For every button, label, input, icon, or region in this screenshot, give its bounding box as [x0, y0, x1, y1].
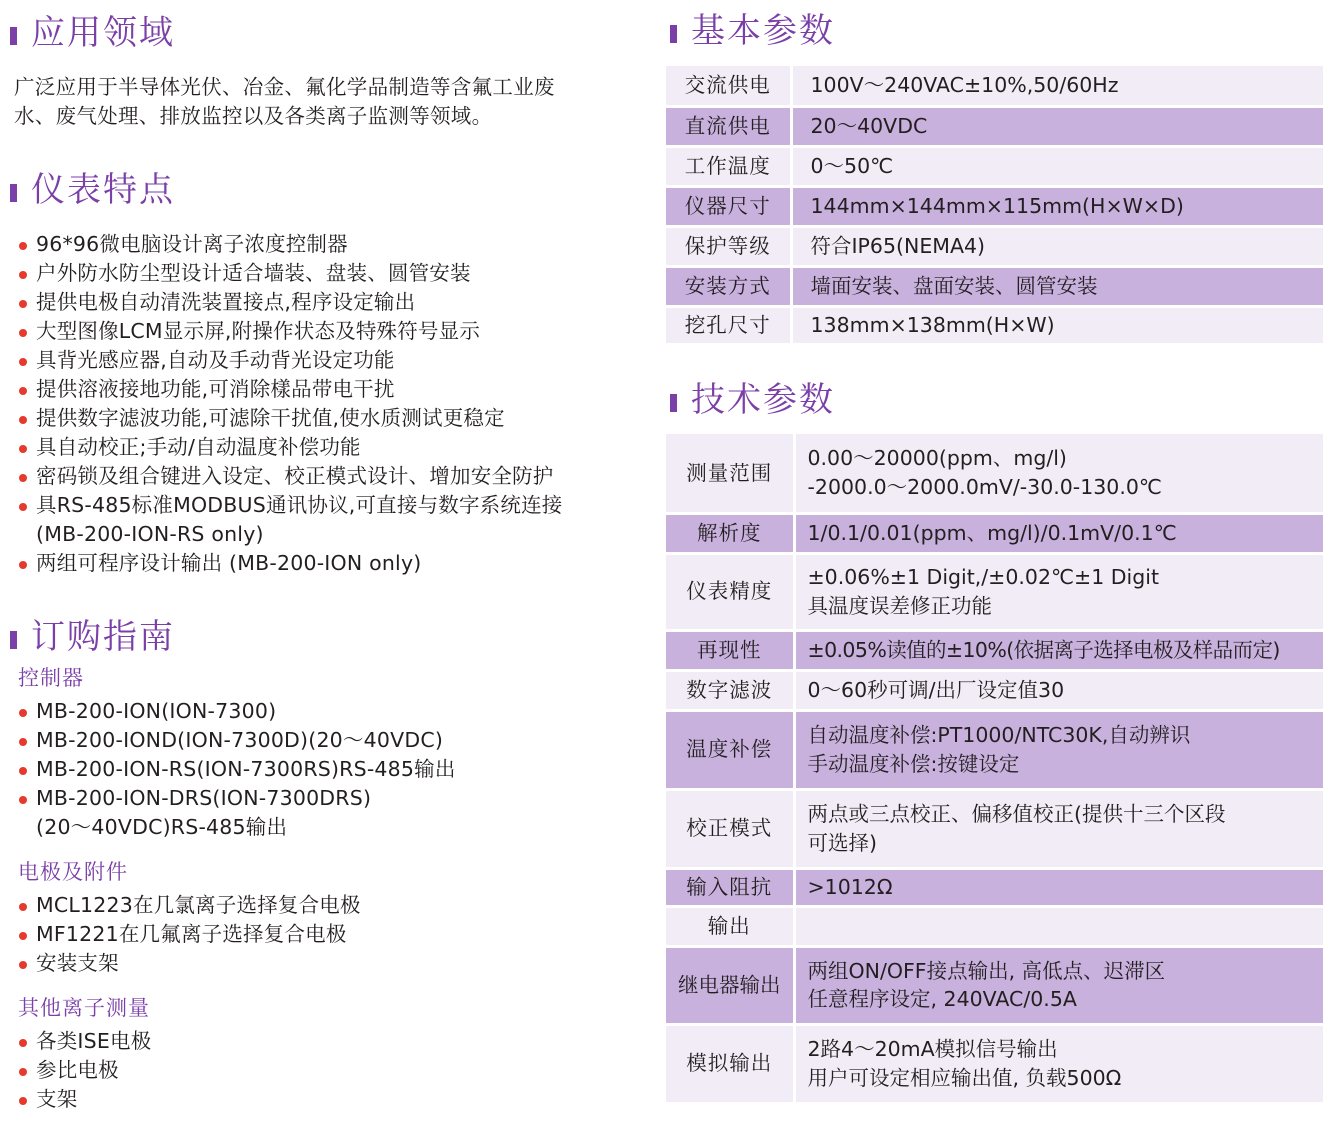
bullet-icon	[19, 474, 27, 482]
bullet-icon	[19, 1097, 27, 1105]
param-value: 100V～240VAC±10%,50/60Hz	[791, 66, 1323, 106]
table-row	[666, 266, 1323, 306]
param-label: 解析度	[666, 513, 794, 553]
bullet-icon	[19, 961, 27, 969]
controller-list	[18, 697, 456, 842]
param-label: 再现性	[666, 630, 794, 670]
bullet-icon	[19, 903, 27, 911]
param-value: 两组ON/OFF接点输出, 高低点、迟滞区 任意程序设定, 240VAC/0.5A	[794, 946, 1323, 1024]
list-item: MB-200-ION(ION-7300)	[18, 697, 456, 726]
param-value: 0.00～20000(ppm、mg/l) -2000.0～2000.0mV/-30.0-130.0℃	[794, 434, 1323, 513]
param-value: 1/0.1/0.01(ppm、mg/l)/0.1mV/0.1℃	[794, 513, 1323, 553]
list-item: 具背光感应器,自动及手动背光设定功能	[18, 346, 563, 375]
param-value: 0～50℃	[791, 146, 1323, 186]
table-row	[666, 630, 1323, 670]
param-label: 工作温度	[666, 146, 791, 186]
bullet-icon	[19, 300, 27, 308]
param-value: 0～60秒可调/出厂设定值30	[794, 670, 1323, 710]
table-row	[666, 186, 1323, 226]
bullet-icon	[19, 503, 27, 511]
table-row	[666, 146, 1323, 186]
bullet-icon	[19, 329, 27, 337]
table-row	[666, 710, 1323, 789]
list-item: 具RS-485标准MODBUS通讯协议,可直接与数字系统连接 (MB-200-ION-RS only)	[18, 491, 563, 549]
param-value: 144mm×144mm×115mm(H×W×D)	[791, 186, 1323, 226]
param-value: >1012Ω	[794, 868, 1323, 906]
tech-params-table	[666, 434, 1323, 1105]
list-item: 提供数字滤波功能,可滤除干扰值,使水质测试更稳定	[18, 404, 563, 433]
param-value	[794, 906, 1323, 946]
list-item: MB-200-ION-RS(ION-7300RS)RS-485输出	[18, 755, 456, 784]
list-item: 参比电极	[18, 1056, 151, 1085]
table-row	[666, 106, 1323, 146]
param-label: 输入阻抗	[666, 868, 794, 906]
list-item: MB-200-IOND(ION-7300D)(20～40VDC)	[18, 726, 456, 755]
section-title-text: 仪表特点	[31, 169, 175, 210]
bullet-icon	[19, 767, 27, 775]
param-value: 符合IP65(NEMA4)	[791, 226, 1323, 266]
subheading-other-ions: 其他离子测量	[18, 996, 150, 1020]
electrodes-list	[18, 891, 361, 978]
section-title-text: 基本参数	[691, 10, 835, 51]
list-item: MB-200-ION-DRS(ION-7300DRS) (20～40VDC)RS-485输出	[18, 784, 456, 842]
table-row	[666, 553, 1323, 630]
param-label: 校正模式	[666, 789, 794, 868]
param-label: 数字滤波	[666, 670, 794, 710]
list-item: 各类ISE电极	[18, 1027, 151, 1056]
bullet-icon	[19, 445, 27, 453]
param-label: 直流供电	[666, 106, 791, 146]
bullet-icon	[19, 738, 27, 746]
title-bar-marker	[670, 25, 677, 43]
features-list	[18, 230, 563, 578]
list-item: 两组可程序设计输出 (MB-200-ION only)	[18, 549, 563, 578]
section-title-ordering	[0, 608, 175, 658]
other-ions-list	[18, 1027, 151, 1114]
param-label: 温度补偿	[666, 710, 794, 789]
title-bar-marker	[10, 184, 17, 202]
title-bar-marker	[10, 27, 17, 45]
table-row	[666, 66, 1323, 106]
bullet-icon	[19, 1068, 27, 1076]
param-label: 输出	[666, 906, 794, 946]
param-label: 仪器尺寸	[666, 186, 791, 226]
bullet-icon	[19, 242, 27, 250]
param-value: 2路4～20mA模拟信号输出 用户可设定相应输出值, 负载500Ω	[794, 1024, 1323, 1103]
param-value: 自动温度补偿:PT1000/NTC30K,自动辨识 手动温度补偿:按键设定	[794, 710, 1323, 789]
list-item: 提供电极自动清洗装置接点,程序设定输出	[18, 288, 563, 317]
table-row	[666, 946, 1323, 1024]
bullet-icon	[19, 387, 27, 395]
table-row	[666, 1024, 1323, 1103]
section-title-text: 应用领域	[31, 12, 175, 53]
param-label: 交流供电	[666, 66, 791, 106]
paragraph-line: 广泛应用于半导体光伏、冶金、氟化学品制造等含氟工业废	[14, 75, 555, 99]
table-row	[666, 868, 1323, 906]
bullet-icon	[19, 416, 27, 424]
title-bar-marker	[670, 394, 677, 412]
list-item: 大型图像LCM显示屏,附操作状态及特殊符号显示	[18, 317, 563, 346]
bullet-icon	[19, 796, 27, 804]
list-item: 提供溶液接地功能,可消除樣品带电干扰	[18, 375, 563, 404]
list-item: 支架	[18, 1085, 151, 1114]
bullet-icon	[19, 1039, 27, 1047]
section-title-tech-params	[666, 371, 835, 421]
bullet-icon	[19, 709, 27, 717]
section-title-basic-params	[666, 2, 835, 52]
param-label: 模拟输出	[666, 1024, 794, 1103]
list-item-continuation: (MB-200-ION-RS only)	[36, 522, 264, 546]
param-value: 138mm×138mm(H×W)	[791, 306, 1323, 344]
param-value: 墙面安装、盘面安装、圆管安装	[791, 266, 1323, 306]
table-row	[666, 513, 1323, 553]
list-item: MCL1223在几氯离子选择复合电极	[18, 891, 361, 920]
list-item: MF1221在几氟离子选择复合电极	[18, 920, 361, 949]
table-row	[666, 434, 1323, 513]
bullet-icon	[19, 561, 27, 569]
bullet-icon	[19, 358, 27, 366]
list-item: 96*96微电脑设计离子浓度控制器	[18, 230, 563, 259]
list-item-continuation: (20～40VDC)RS-485输出	[36, 815, 288, 839]
title-bar-marker	[10, 631, 17, 649]
bullet-icon	[19, 932, 27, 940]
section-title-text: 订购指南	[31, 616, 175, 657]
subheading-electrodes: 电极及附件	[18, 860, 128, 884]
section-title-application	[0, 4, 175, 54]
paragraph-line: 水、废气处理、排放监控以及各类离子监测等领域。	[14, 104, 493, 128]
subheading-controller: 控制器	[18, 666, 84, 690]
param-label: 继电器输出	[666, 946, 794, 1024]
list-item: 安装支架	[18, 949, 361, 978]
list-item: 密码锁及组合键进入设定、校正模式设计、增加安全防护	[18, 462, 563, 491]
table-row	[666, 906, 1323, 946]
param-label: 挖孔尺寸	[666, 306, 791, 344]
table-row	[666, 670, 1323, 710]
table-row	[666, 306, 1323, 344]
bullet-icon	[19, 271, 27, 279]
param-value: ±0.05%读值的±10%(依据离子选择电极及样品而定)	[794, 630, 1323, 670]
application-paragraph	[14, 73, 654, 131]
param-value: ±0.06%±1 Digit,/±0.02℃±1 Digit 具温度误差修正功能	[794, 553, 1323, 630]
param-value: 两点或三点校正、偏移值校正(提供十三个区段 可选择)	[794, 789, 1323, 868]
param-label: 安装方式	[666, 266, 791, 306]
param-value: 20～40VDC	[791, 106, 1323, 146]
basic-params-table	[666, 66, 1323, 346]
param-label: 保护等级	[666, 226, 791, 266]
table-row	[666, 226, 1323, 266]
section-title-features	[0, 161, 175, 211]
list-item: 户外防水防尘型设计适合墙装、盘装、圆管安装	[18, 259, 563, 288]
section-title-text: 技术参数	[691, 379, 835, 420]
table-row	[666, 789, 1323, 868]
param-label: 仪表精度	[666, 553, 794, 630]
list-item: 具自动校正;手动/自动温度补偿功能	[18, 433, 563, 462]
param-label: 测量范围	[666, 434, 794, 513]
